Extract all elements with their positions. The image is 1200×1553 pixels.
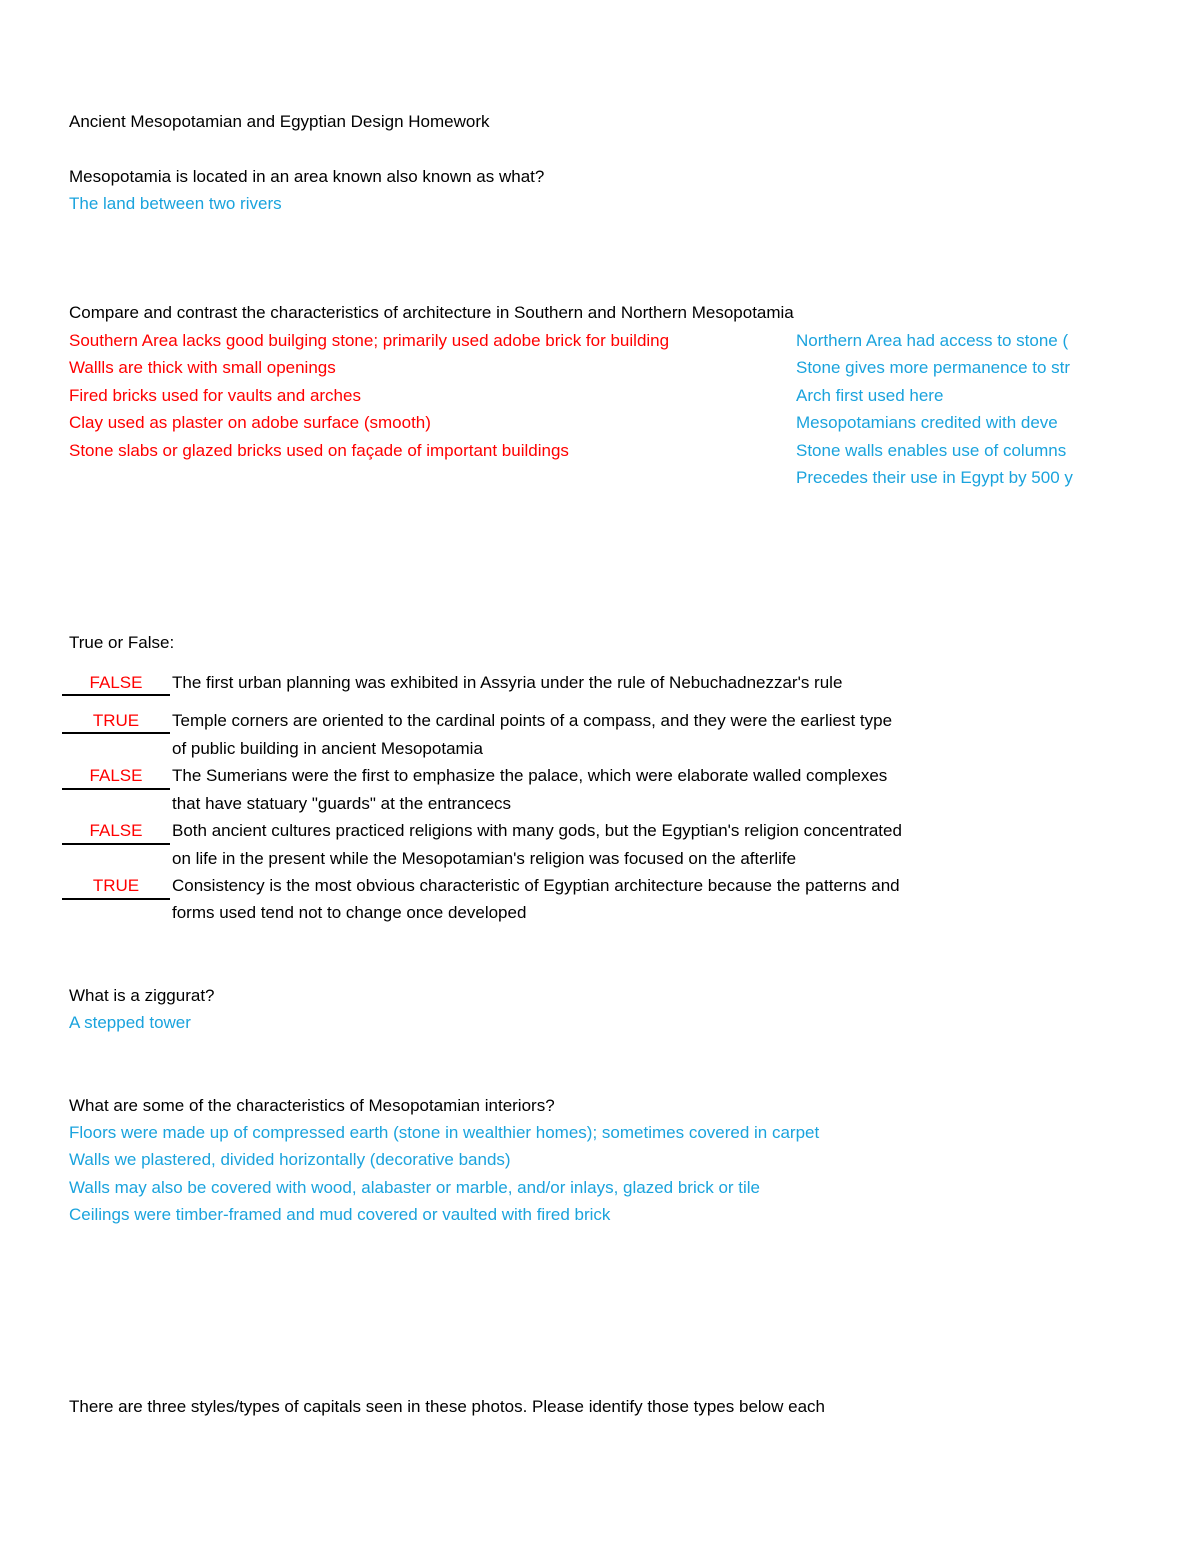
northern-column	[796, 329, 1104, 499]
tf-answer: TRUE	[92, 876, 140, 895]
question-compare-architecture: Compare and contrast the characteristics of architecture in Southern and Northern Mesopotamia	[69, 303, 794, 322]
tf-statement-continued: forms used tend not to change once developed	[172, 903, 527, 922]
northern-item: Precedes their use in Egypt by 500 y	[796, 468, 1073, 487]
tf-answer-underline	[62, 788, 170, 790]
true-false-heading: True or False:	[69, 633, 175, 652]
southern-item: Wallls are thick with small openings	[69, 358, 336, 377]
southern-item: Southern Area lacks good builging stone; primarily used adobe brick for building	[69, 331, 670, 350]
tf-answer-underline	[62, 732, 170, 734]
tf-statement: Both ancient cultures practiced religions with many gods, but the Egyptian's religion concentrated	[172, 821, 902, 840]
tf-statement-continued: on life in the present while the Mesopotamian's religion was focused on the afterlife	[172, 849, 797, 868]
northern-item: Mesopotamians credited with deve	[796, 413, 1058, 432]
question-interiors: What are some of the characteristics of Mesopotamian interiors?	[69, 1096, 555, 1115]
question-mesopotamia-location: Mesopotamia is located in an area known also known as what?	[69, 167, 545, 186]
tf-answer: FALSE	[89, 766, 143, 785]
answer-interiors-item: Walls we plastered, divided horizontally (decorative bands)	[69, 1150, 511, 1169]
northern-item: Stone walls enables use of columns	[796, 441, 1067, 460]
northern-item: Northern Area had access to stone (	[796, 331, 1069, 350]
tf-statement: The Sumerians were the first to emphasize the palace, which were elaborate walled complexes	[172, 766, 888, 785]
southern-item: Fired bricks used for vaults and arches	[69, 386, 361, 405]
tf-answer: FALSE	[89, 821, 143, 840]
tf-statement: Temple corners are oriented to the cardinal points of a compass, and they were the earliest type	[172, 711, 893, 730]
answer-interiors-item: Floors were made up of compressed earth (stone in wealthier homes); sometimes covered in carpet	[69, 1123, 820, 1142]
tf-answer: TRUE	[92, 711, 140, 730]
question-ziggurat: What is a ziggurat?	[69, 986, 215, 1005]
northern-item: Arch first used here	[796, 386, 944, 405]
page-title: Ancient Mesopotamian and Egyptian Design Homework	[69, 112, 490, 131]
tf-answer: FALSE	[89, 673, 143, 692]
question-capitals: There are three styles/types of capitals seen in these photos. Please identify those types below each	[69, 1397, 825, 1416]
tf-answer-underline	[62, 694, 170, 696]
southern-item: Stone slabs or glazed bricks used on façade of important buildings	[69, 441, 569, 460]
tf-statement: Consistency is the most obvious characteristic of Egyptian architecture because the patterns and	[172, 876, 900, 895]
tf-answer-underline	[62, 843, 170, 845]
answer-interiors-item: Ceilings were timber-framed and mud covered or vaulted with fired brick	[69, 1205, 611, 1224]
answer-interiors-item: Walls may also be covered with wood, alabaster or marble, and/or inlays, glazed brick or tile	[69, 1178, 761, 1197]
answer-ziggurat: A stepped tower	[69, 1013, 191, 1032]
answer-mesopotamia-location: The land between two rivers	[69, 194, 282, 213]
tf-statement-continued: that have statuary "guards" at the entrancecs	[172, 794, 512, 813]
tf-statement: The first urban planning was exhibited in Assyria under the rule of Nebuchadnezzar's rule	[172, 673, 843, 692]
tf-statement-continued: of public building in ancient Mesopotamia	[172, 739, 483, 758]
tf-answer-underline	[62, 898, 170, 900]
northern-item: Stone gives more permanence to str	[796, 358, 1071, 377]
southern-item: Clay used as plaster on adobe surface (smooth)	[69, 413, 431, 432]
